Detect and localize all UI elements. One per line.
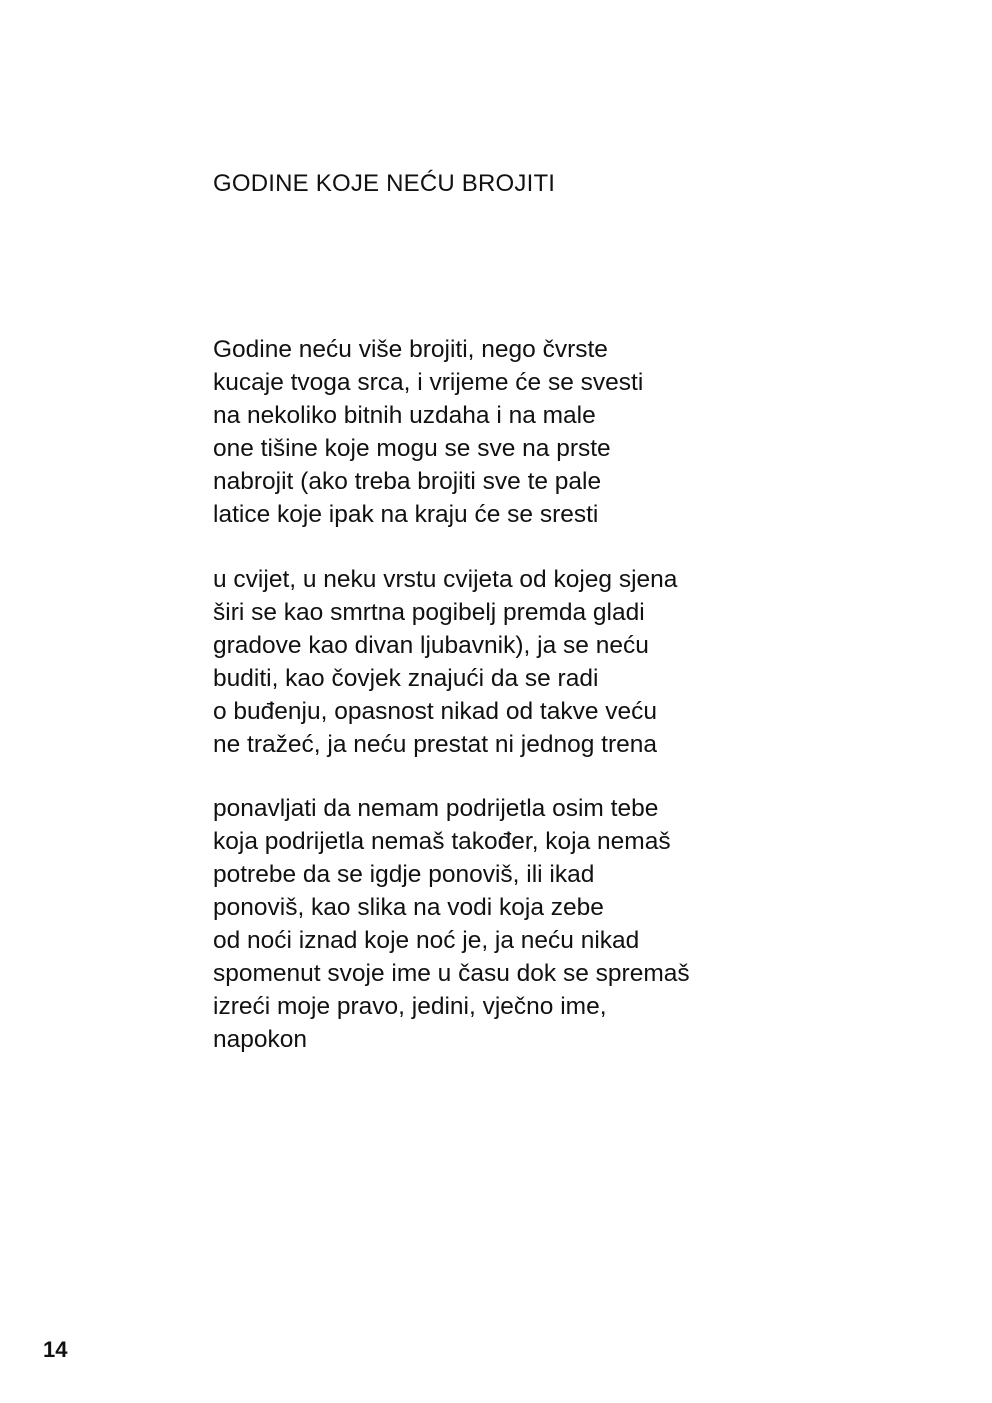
poem-line: o buđenju, opasnost nikad od takve veću [213,698,658,725]
poem-line: spomenut svoje ime u času dok se spremaš [213,960,690,987]
poem-line: kucaje tvoga srca, i vrijeme će se svesti [213,369,644,396]
poem-line: buditi, kao čovjek znajući da se radi [213,665,599,692]
poem-line: ponoviš, kao slika na vodi koja zebe [213,894,604,921]
poem-line: gradove kao divan ljubavnik), ja se neću [213,632,649,659]
poem-line: potrebe da se igdje ponoviš, ili ikad [213,861,595,888]
poem-line: širi se kao smrtna pogibelj premda gladi [213,599,645,626]
poem-line: ponavljati da nemam podrijetla osim tebe [213,795,659,822]
poem-line: Godine neću više brojiti, nego čvrste [213,336,608,363]
stanza-2 [213,563,677,761]
page-number: 14 [43,1337,68,1362]
stanza-3 [213,792,690,1056]
poem-line: latice koje ipak na kraju će se sresti [213,501,599,528]
poem-line: u cvijet, u neku vrstu cvijeta od kojeg sjena [213,566,678,593]
poem-line: napokon [213,1026,308,1053]
poem-title: GODINE KOJE NEĆU BROJITI [213,170,556,197]
stanza-1 [213,333,643,531]
poem-line: od noći iznad koje noć je, ja neću nikad [213,927,640,954]
poem-line: izreći moje pravo, jedini, vječno ime, [213,993,607,1020]
poem-line: nabrojit (ako treba brojiti sve te pale [213,468,602,495]
poem-line: na nekoliko bitnih uzdaha i na male [213,402,596,429]
poem-line: one tišine koje mogu se sve na prste [213,435,611,462]
poem-line: koja podrijetla nemaš također, koja nemaš [213,828,671,855]
poem-line: ne tražeć, ja neću prestat ni jednog trena [213,731,658,758]
